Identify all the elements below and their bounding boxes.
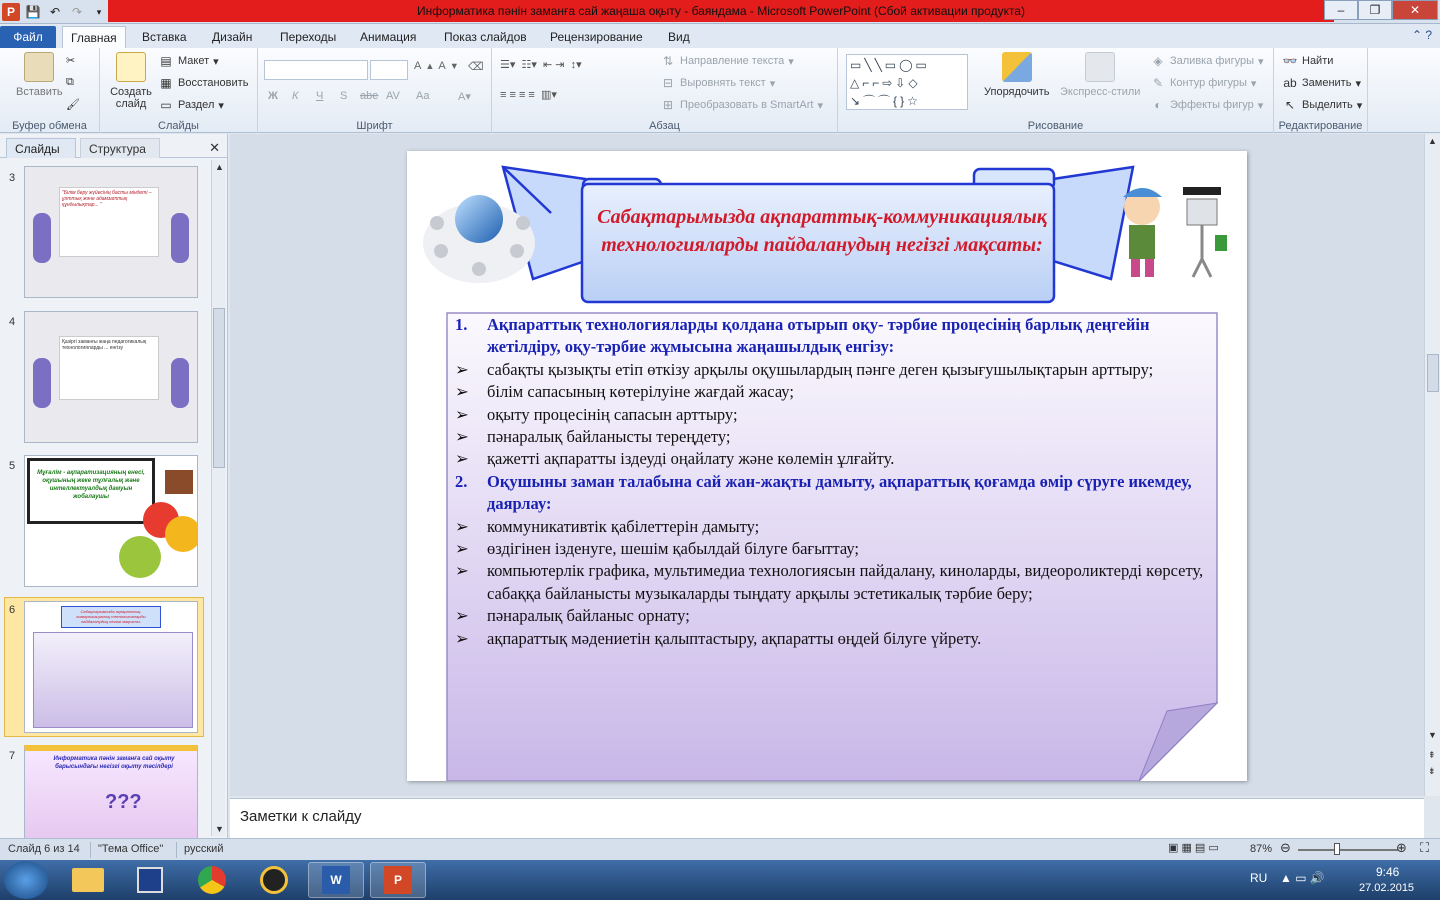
section-icon: ▭ <box>160 98 172 112</box>
thumbnail-text: "Білім беру жүйесінің басты міндеті – ұлттық және адамзаттық құндылықтар... " <box>59 187 159 257</box>
shapes-gallery[interactable]: ▭╲╲▭◯▭ △⌐⌐⇨⇩◇ ↘⌒⌒{}☆ <box>846 54 968 110</box>
bullet-item <box>447 404 1219 426</box>
align-text-button[interactable]: ⊟ Выровнять текст ▾ <box>660 76 775 90</box>
outline-pen-icon: ✎ <box>1152 76 1164 90</box>
group-clipboard <box>0 48 100 133</box>
shape-fill-button[interactable]: ◈ Заливка фигуры ▾ <box>1150 54 1264 68</box>
find-button[interactable]: 👓 Найти <box>1282 54 1334 68</box>
thumbnail-number: 4 <box>9 316 16 328</box>
scroll-thumb[interactable] <box>1427 354 1439 392</box>
bullets-icon[interactable]: ☰▾ ☷▾ ⇤ ⇥ ↕▾ <box>500 59 582 71</box>
item-text: ақпараттық мәдениетін қалыптастыру, ақпаратты өңдей білуге үйрету. <box>487 628 982 648</box>
number-marker: 1. <box>455 315 468 334</box>
notes-field[interactable]: Заметки к слайду <box>230 798 1424 838</box>
item-text: білім сапасының көтерілуіне жағдай жасау; <box>487 382 794 402</box>
tray-icons[interactable]: ▲ ▭ 🔊 <box>1280 871 1325 885</box>
tab-home[interactable]: Главная <box>62 26 126 48</box>
underline-button[interactable]: Ч <box>316 90 324 102</box>
group-slides <box>100 48 258 133</box>
slides-pane-tabs <box>0 136 228 158</box>
binoculars-icon: 👓 <box>1282 54 1298 68</box>
arrow-bullet-icon: ➢ <box>455 427 469 447</box>
section-button[interactable]: ▭ Раздел ▾ <box>158 98 224 112</box>
language-indicator[interactable]: русский <box>184 843 224 855</box>
books-image <box>165 470 193 494</box>
undo-icon[interactable]: ↶ <box>49 5 61 19</box>
slide-thumbnail-5[interactable] <box>24 455 198 587</box>
item-text: пәнаралық байланыс орнату; <box>487 606 690 626</box>
slide-counter: Слайд 6 из 14 <box>8 843 80 855</box>
align-icons[interactable]: ≡ ≡ ≡ ≡ ▥▾ <box>500 89 557 101</box>
bullet-item <box>447 538 1219 560</box>
clock-date[interactable]: 27.02.2015 <box>1359 882 1415 894</box>
char-spacing-button[interactable]: AV <box>386 90 400 102</box>
zoom-slider-thumb[interactable] <box>1334 843 1340 855</box>
arrow-bullet-icon: ➢ <box>455 449 469 469</box>
arrow-bullet-icon: ➢ <box>455 404 469 424</box>
font-name-select[interactable] <box>264 60 368 80</box>
explorer-taskbar-button[interactable] <box>60 862 116 898</box>
smartart-icon: ⊞ <box>662 98 674 112</box>
format-painter-icon[interactable]: 🖌 <box>66 99 80 111</box>
circle-decoration <box>165 516 198 552</box>
cut-icon[interactable]: ✂ <box>66 55 76 67</box>
thumbnail-number: 6 <box>9 604 16 616</box>
question-marks-image: ??? <box>105 791 142 813</box>
reset-icon: ▦ <box>160 76 172 90</box>
tab-insert[interactable]: Вставка <box>142 30 187 44</box>
powerpoint-taskbar-button[interactable] <box>370 862 426 898</box>
arrow-bullet-icon: ➢ <box>455 539 469 559</box>
bullet-item <box>447 560 1219 605</box>
drawing-group-label: Рисование <box>1027 120 1084 132</box>
tab-slides[interactable]: Слайды <box>6 138 76 158</box>
italic-button[interactable]: К <box>292 90 299 102</box>
text-direction-icon: ⇅ <box>662 54 674 68</box>
tab-view[interactable]: Вид <box>668 30 690 44</box>
replace-button[interactable]: ab Заменить ▾ <box>1283 76 1361 90</box>
group-drawing <box>838 48 1274 133</box>
slide-thumbnail-6[interactable] <box>24 601 198 733</box>
clipboard-group-label: Буфер обмена <box>12 120 87 132</box>
paste-icon <box>24 52 54 82</box>
tab-slideshow[interactable]: Показ слайдов <box>444 30 527 44</box>
quick-styles-button[interactable]: Экспресс-стили <box>1060 52 1140 98</box>
slide-thumbnail-3[interactable] <box>24 166 198 298</box>
powerpoint-app-icon[interactable]: P <box>2 3 20 21</box>
slides-group-label: Слайды <box>158 120 199 132</box>
align-text-icon: ⊟ <box>662 76 674 90</box>
quick-styles-icon <box>1085 52 1115 82</box>
item-text: Ақпараттық технологияларды қолдана отырып оқу- тәрбие процесінің барлық деңгейін жетілдіру, оқу-тәрбие жұмысына жаңашылдық енгізу: <box>487 315 1150 357</box>
arrow-bullet-icon: ➢ <box>455 516 469 536</box>
tab-transitions[interactable]: Переходы <box>280 30 337 44</box>
font-color-icon[interactable]: A▾ <box>458 91 471 103</box>
window-title: Информатика пәнін заманға сай жаңаша оқыту - баяндама - Microsoft PowerPoint (Сбой активации продукта) <box>108 0 1334 22</box>
slide-body-text[interactable] <box>447 314 1219 650</box>
tab-file[interactable]: Файл <box>0 26 56 48</box>
arrange-icon <box>1002 52 1032 82</box>
bullet-item <box>447 605 1219 627</box>
layout-button[interactable]: ▤ Макет ▾ <box>158 54 219 68</box>
cursor-icon: ↖ <box>1284 98 1296 112</box>
ribbon <box>0 48 1440 133</box>
select-button[interactable]: ↖ Выделить ▾ <box>1282 98 1362 112</box>
item-text: компьютерлік графика, мультимедиа технологиясын пайдалану, киноларды, видеороликтерді көрсету, сабаққа байланысты музыкаларды тыңдату арқылы эстетикалық тәрбие беру; <box>487 561 1204 603</box>
thumbnail-content-box <box>33 632 193 728</box>
restore-button[interactable]: ❐ <box>1358 0 1392 20</box>
number-marker: 2. <box>455 471 468 491</box>
folder-icon <box>72 868 104 892</box>
redo-icon[interactable]: ↷ <box>71 5 83 19</box>
chrome-icon <box>198 866 226 894</box>
strikethrough-button[interactable]: abe <box>360 90 379 102</box>
arrow-bullet-icon: ➢ <box>455 359 469 379</box>
triangle-logo-icon <box>260 866 288 894</box>
powerpoint-icon: P <box>384 866 412 894</box>
bullet-item <box>447 628 1219 650</box>
new-slide-icon <box>116 52 146 82</box>
status-bar <box>0 838 1440 860</box>
bold-button[interactable]: Ж <box>268 90 278 102</box>
slide-area-scrollbar[interactable]: ▲ ▼ ⇞ ⇟ <box>1424 134 1440 796</box>
thumbnail-text: Мұғалім - ақпаратизацияның енесі, оқушының жеке тұлғалық және интеллектуалдық дамуын жобалаушы <box>27 458 155 524</box>
slides-pane-scrollbar[interactable]: ▲ ▼ <box>211 160 225 836</box>
zoom-out-icon[interactable]: ⊖ <box>1280 840 1291 855</box>
group-editing <box>1274 48 1368 133</box>
word-icon: W <box>322 866 350 894</box>
numbered-item <box>447 314 1219 359</box>
thumbnail-text: Қазіргі заманғы жаңа педагогикалық технологияларды ... енгізу <box>59 336 159 400</box>
shape-outline-button[interactable]: ✎ Контур фигуры ▾ <box>1150 76 1256 90</box>
item-text: оқыту процесінің сапасын арттыру; <box>487 404 738 424</box>
quick-access-toolbar <box>2 2 108 22</box>
computer-character-image <box>1183 187 1227 277</box>
text-direction-button[interactable]: ⇅ Направление текста ▾ <box>660 54 794 68</box>
thumbnail-text: Сабақтарымызда ақпараттық-коммуникациялық технологияларды пайдаланудың негізгі мақсаты: <box>61 606 161 628</box>
windows-taskbar <box>0 860 1440 900</box>
paste-button[interactable]: Вставить <box>16 52 63 98</box>
tab-design[interactable]: Дизайн <box>212 30 253 44</box>
bullet-item <box>447 516 1219 538</box>
replace-icon: ab <box>1283 76 1297 90</box>
slide-thumbnail-4[interactable] <box>24 311 198 443</box>
grow-font-icon[interactable]: A ▲ A ▼ <box>414 60 459 72</box>
thumbnail-number: 7 <box>9 750 16 762</box>
arrow-bullet-icon: ➢ <box>455 606 469 626</box>
item-text: сабақты қызықты етіп өткізу арқылы оқушылардың пәнге деген қызығушылықтарын арттыру; <box>487 359 1154 379</box>
thumbnail-number: 3 <box>9 172 16 184</box>
zoom-slider[interactable] <box>1298 849 1398 851</box>
reset-button[interactable]: ▦ Восстановить <box>158 76 248 90</box>
bullet-item <box>447 448 1219 470</box>
shadow-button[interactable]: S <box>340 90 348 102</box>
save-app-taskbar-button[interactable] <box>122 862 178 898</box>
close-pane-icon[interactable]: ✕ <box>209 140 220 155</box>
fill-bucket-icon: ◈ <box>1153 54 1163 68</box>
item-text: қажетті ақпаратты іздеуді оңайлату және көлемін ұлғайту. <box>487 449 895 469</box>
floppy-icon <box>137 867 163 893</box>
item-text: коммуникативтік қабілеттерін дамыту; <box>487 516 760 536</box>
word-taskbar-button[interactable] <box>308 862 364 898</box>
clock-time[interactable]: 9:46 <box>1376 865 1400 879</box>
layout-icon: ▤ <box>160 54 172 68</box>
start-button[interactable] <box>4 861 48 899</box>
tab-review[interactable]: Рецензирование <box>550 30 643 44</box>
item-text: пәнаралық байланысты тереңдету; <box>487 427 731 447</box>
figure-image <box>33 358 51 408</box>
new-slide-button[interactable]: Создать слайд <box>108 52 154 110</box>
numbered-item <box>447 471 1219 516</box>
font-size-select[interactable] <box>370 60 408 80</box>
slide-title[interactable]: Сабақтарымызда ақпараттық-коммуникациялық технологияларды пайдаланудың негізгі мақсаты: <box>597 206 1047 256</box>
figure-image <box>33 213 51 263</box>
customize-qat-icon[interactable]: ▾ <box>96 6 102 17</box>
group-font <box>258 48 492 133</box>
thumbnail-number: 5 <box>9 460 16 472</box>
theme-name: "Тема Office" <box>98 843 164 855</box>
bullet-item <box>447 359 1219 381</box>
slide-thumbnail-7[interactable] <box>24 745 198 839</box>
title-bar <box>0 0 1440 24</box>
current-slide[interactable] <box>407 151 1247 781</box>
copy-icon[interactable]: ⧉ <box>66 76 74 88</box>
ribbon-tabs <box>0 24 1440 48</box>
zoom-in-icon[interactable]: ⊕ <box>1396 840 1407 855</box>
minimize-button[interactable]: – <box>1324 0 1358 20</box>
group-paragraph <box>492 48 838 133</box>
bullet-item <box>447 381 1219 403</box>
scroll-thumb[interactable] <box>213 308 225 468</box>
arrow-bullet-icon: ➢ <box>455 561 469 581</box>
help-icon[interactable]: ⌃ ? <box>1411 28 1432 42</box>
item-text: өздігінен ізденуге, шешім қабылдай білуге бағыттау; <box>487 539 860 559</box>
figure-image <box>171 358 189 408</box>
effects-icon: ◐ <box>1154 98 1162 112</box>
shape-effects-button[interactable]: ◐ Эффекты фигур ▾ <box>1150 98 1263 112</box>
change-case-button[interactable]: Aa <box>416 90 430 102</box>
tab-outline[interactable]: Структура <box>80 138 160 158</box>
arrange-button[interactable]: Упорядочить <box>984 52 1049 98</box>
font-group-label: Шрифт <box>356 120 393 132</box>
arrow-bullet-icon: ➢ <box>455 628 469 648</box>
paragraph-group-label: Абзац <box>649 120 680 132</box>
save-icon[interactable]: 💾 <box>25 5 41 19</box>
arrow-bullet-icon: ➢ <box>455 382 469 402</box>
input-language[interactable]: RU <box>1250 871 1268 885</box>
zoom-level[interactable]: 87% <box>1250 843 1273 855</box>
thumbnail-text: Информатика пәнін заманға сай оқыту барысындағы негізгі оқыту тәсілдері <box>53 756 175 770</box>
bullet-item <box>447 426 1219 448</box>
chrome-taskbar-button[interactable] <box>184 862 240 898</box>
clear-format-icon[interactable]: ⌫ <box>468 61 484 73</box>
tab-animation[interactable]: Анимация <box>360 30 417 44</box>
smartart-button[interactable]: ⊞ Преобразовать в SmartArt ▾ <box>660 98 823 112</box>
normal-view-icon[interactable]: ▣ ▦ ▤ ▭ <box>1168 842 1219 854</box>
editing-group-label: Редактирование <box>1278 120 1363 132</box>
slides-pane <box>0 134 228 838</box>
item-text: Оқушыны заман талабына сай жан-жақты дамыту, ақпараттық қоғамда өмір сүруге икемдеу, даярлау: <box>487 471 1192 514</box>
circle-decoration <box>119 536 161 578</box>
divider <box>90 842 91 858</box>
divider <box>176 842 177 858</box>
media-app-taskbar-button[interactable] <box>246 862 302 898</box>
cartoon-boy-image <box>1123 188 1162 277</box>
figure-image <box>171 213 189 263</box>
fit-to-window-icon[interactable]: ⛶ <box>1420 840 1430 855</box>
close-button[interactable]: ✕ <box>1392 0 1438 20</box>
